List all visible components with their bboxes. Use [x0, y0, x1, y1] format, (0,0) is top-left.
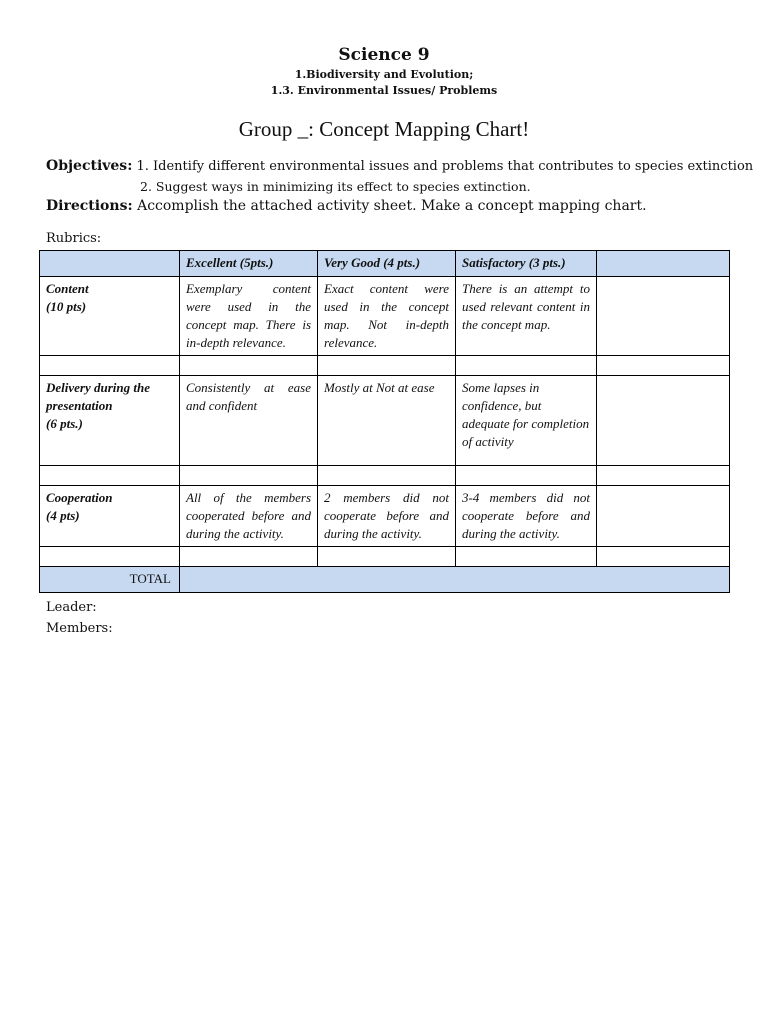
header-cell-score [597, 251, 730, 277]
subtopic-line: 1.3. Environmental Issues/ Problems [270, 84, 498, 97]
rubric-header-row [40, 251, 730, 277]
satisfactory-cell: 3-4 members did not cooperate before and during the activity. [456, 486, 597, 547]
criterion-points: (4 pts) [46, 508, 80, 523]
very-good-cell: 2 members did not cooperate before and during the activity. [318, 486, 456, 547]
spacer-cell [180, 356, 318, 376]
rubrics-label: Rubrics: [46, 231, 102, 246]
directions-label: Directions: [46, 198, 133, 214]
spacer-cell [456, 547, 597, 567]
satisfactory-cell: There is an attempt to used relevant content in the concept map. [456, 277, 597, 356]
rubric-table [39, 250, 730, 593]
spacer-cell [597, 356, 730, 376]
total-value-cell[interactable] [180, 567, 730, 593]
criterion-cell [40, 277, 180, 356]
score-cell[interactable] [597, 277, 730, 356]
very-good-cell: Mostly at Not at ease [318, 376, 456, 466]
total-label: TOTAL [40, 567, 180, 593]
header-cell-satisfactory: Satisfactory (3 pts.) [456, 251, 597, 277]
spacer-cell [456, 466, 597, 486]
spacer-cell [597, 547, 730, 567]
table-row [40, 277, 730, 356]
criterion-name: Delivery during the presentation [46, 380, 150, 413]
score-cell[interactable] [597, 486, 730, 547]
table-row-spacer [40, 547, 730, 567]
spacer-cell [40, 547, 180, 567]
objectives-label: Objectives: [46, 158, 133, 174]
satisfactory-cell: Some lapses in confidence, but adequate for completion of activity [456, 376, 597, 466]
members-label: Members: [46, 621, 113, 636]
objective-item-2: 2. Suggest ways in minimizing its effect to species extinction. [140, 179, 531, 194]
spacer-cell [180, 466, 318, 486]
header-cell-criteria [40, 251, 180, 277]
activity-heading: Group _: Concept Mapping Chart! [238, 117, 530, 141]
document-title: Science 9 [338, 45, 430, 65]
leader-label: Leader: [46, 600, 97, 615]
table-row [40, 376, 730, 466]
spacer-cell [318, 466, 456, 486]
spacer-cell [180, 547, 318, 567]
criterion-cell [40, 486, 180, 547]
spacer-cell [318, 356, 456, 376]
spacer-cell [456, 356, 597, 376]
objective-item-1: 1. Identify different environmental issues and problems that contributes to species extinction [136, 159, 754, 174]
criterion-name: Cooperation [46, 490, 113, 505]
criterion-points: (10 pts) [46, 299, 87, 314]
excellent-cell: Consistently at ease and confident [180, 376, 318, 466]
objectives-line [46, 158, 753, 174]
excellent-cell: All of the members cooperated before and during the activity. [180, 486, 318, 547]
spacer-cell [597, 466, 730, 486]
score-cell[interactable] [597, 376, 730, 466]
spacer-cell [40, 356, 180, 376]
excellent-cell: Exemplary content were used in the concept map. There is in-depth relevance. [180, 277, 318, 356]
header-cell-excellent: Excellent (5pts.) [180, 251, 318, 277]
directions-line [46, 198, 647, 214]
spacer-cell [318, 547, 456, 567]
table-row-spacer [40, 356, 730, 376]
table-row-spacer [40, 466, 730, 486]
header-cell-very-good: Very Good (4 pts.) [318, 251, 456, 277]
criterion-cell [40, 376, 180, 466]
directions-text: Accomplish the attached activity sheet. Make a concept mapping chart. [137, 198, 647, 214]
very-good-cell: Exact content were used in the concept map. Not in-depth relevance. [318, 277, 456, 356]
criterion-name: Content [46, 281, 89, 296]
table-row [40, 486, 730, 547]
criterion-points: (6 pts.) [46, 416, 83, 431]
total-row [40, 567, 730, 593]
topic-line: 1.Biodiversity and Evolution; [294, 68, 474, 81]
spacer-cell [40, 466, 180, 486]
